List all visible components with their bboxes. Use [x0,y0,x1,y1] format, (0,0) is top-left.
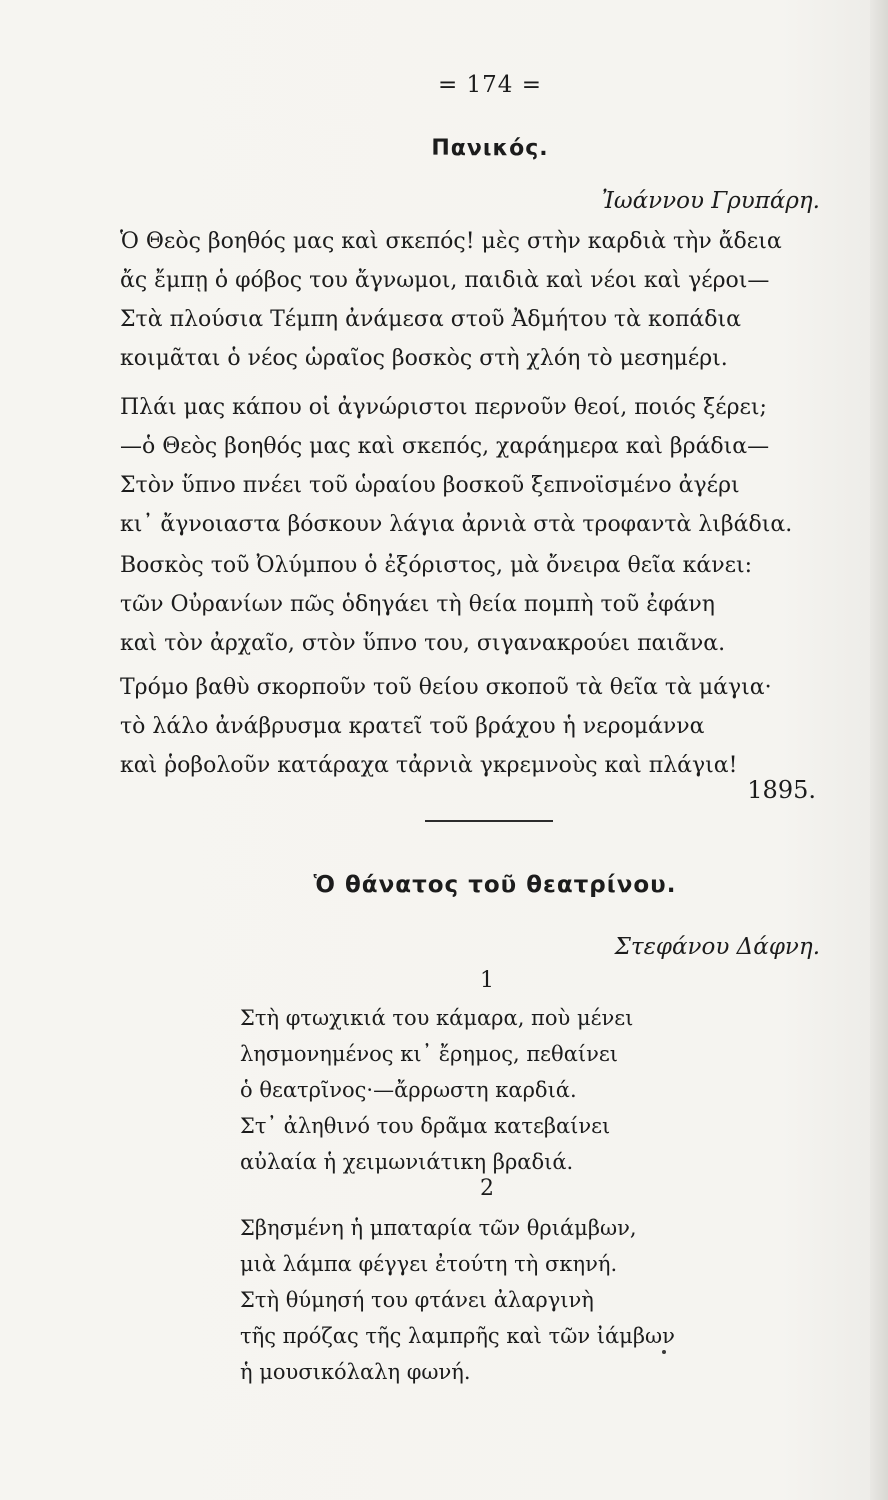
poem-line: Σβησμένη ἡ μπαταρία τῶν θριάμβων, [240,1216,637,1240]
poem-two-author: Στεφάνου Δάφνη. [614,934,820,960]
poem-line: τῶν Οὐρανίων πῶς ὁδηγάει τὴ θεία πομπὴ τοῦ ἐφάνη [120,592,715,617]
poem-line: λησμονημένος κι᾽ ἔρημος, πεθαίνει [240,1042,618,1066]
poem-one-stanza-3 [120,546,820,663]
poem-one-year: 1895. [747,776,816,804]
poem-line: τῆς πρόζας τῆς λαμπρῆς καὶ τῶν ἰάμβων [240,1324,675,1348]
section-divider [425,820,553,822]
poem-line: ἡ μουσικόλαλη φωνή. [240,1360,471,1384]
poem-line: καὶ τὸν ἀρχαῖο, στὸν ὕπνο του, σιγανακρούει παιᾶνα. [120,631,726,656]
poem-two-section-1 [240,1000,800,1180]
poem-line: κοιμᾶται ὁ νέος ὡραῖος βοσκὸς στὴ χλόη τὸ μεσημέρι. [120,346,728,371]
poem-line: Πλάι μας κάπου οἱ ἀγνώριστοι περνοῦν θεοί, ποιός ξέρει; [120,395,767,420]
poem-one-stanza-1 [120,222,820,378]
page-number: = 174 = [437,72,543,98]
poem-one-author: Ἰωάννου Γρυπάρη. [601,188,820,214]
poem-line: Τρόμο βαθὺ σκορποῦν τοῦ θείου σκοποῦ τὰ θεῖα τὰ μάγια· [120,675,772,700]
poem-line: Στὴ φτωχικιά του κάμαρα, ποὺ μένει [240,1006,634,1030]
poem-line: Στὴ θύμησή του φτάνει ἀλαργινὴ [240,1288,594,1312]
poem-line: Βοσκὸς τοῦ Ὀλύμπου ὁ ἐξόριστος, μὰ ὄνειρα θεῖα κάνει: [120,553,753,578]
poem-line: ἄς ἔμπῃ ὁ φόβος του ἄγνωμοι, παιδιὰ καὶ νέοι καὶ γέροι— [120,268,770,293]
poem-one-stanza-2 [120,388,820,544]
poem-one-stanza-4 [120,668,820,785]
poem-line: κι᾽ ἄγνοιαστα βόσκουν λάγια ἀρνιὰ στὰ τροφαντὰ λιβάδια. [120,512,793,537]
poem-line: Στὸν ὕπνο πνέει τοῦ ὡραίου βοσκοῦ ξεπνοϊσμένο ἀγέρι [120,473,740,498]
poem-line: Στ᾽ ἀληθινό του δρᾶμα κατεβαίνει [240,1114,611,1138]
poem-two-title: Ὁ θάνατος τοῦ θεατρίνου. [313,872,677,898]
poem-line: —ὁ Θεὸς βοηθός μας καὶ σκεπός, χαράημερα καὶ βράδια— [120,434,770,459]
section-numeral-2: 2 [480,1176,494,1201]
poem-line: Ὁ Θεὸς βοηθός μας καὶ σκεπός! μὲς στὴν καρδιὰ τὴν ἄδεια [120,229,782,254]
poem-two-section-2 [240,1210,800,1390]
poem-line: ὁ θεατρῖνος·—ἄρρωστη καρδιά. [240,1078,577,1102]
poem-line: τὸ λάλο ἀνάβρυσμα κρατεῖ τοῦ βράχου ἡ νερομάννα [120,714,705,739]
poem-line: αὐλαία ἡ χειμωνιάτικη βραδιά. [240,1150,574,1174]
print-speck [662,1350,666,1354]
poem-line: μιὰ λάμπα φέγγει ἐτούτη τὴ σκηνή. [240,1252,618,1276]
section-numeral-1: 1 [480,968,494,993]
poem-line: καὶ ῥοβολοῦν κατάραχα τἀρνιὰ γκρεμνοὺς καὶ πλάγια! [120,753,738,778]
poem-line: Στὰ πλούσια Τέμπη ἀνάμεσα στοῦ Ἀδμήτου τὰ κοπάδια [120,307,741,332]
poem-one-title: Πανικός. [431,136,549,161]
page-gutter-shadow [870,0,888,1500]
